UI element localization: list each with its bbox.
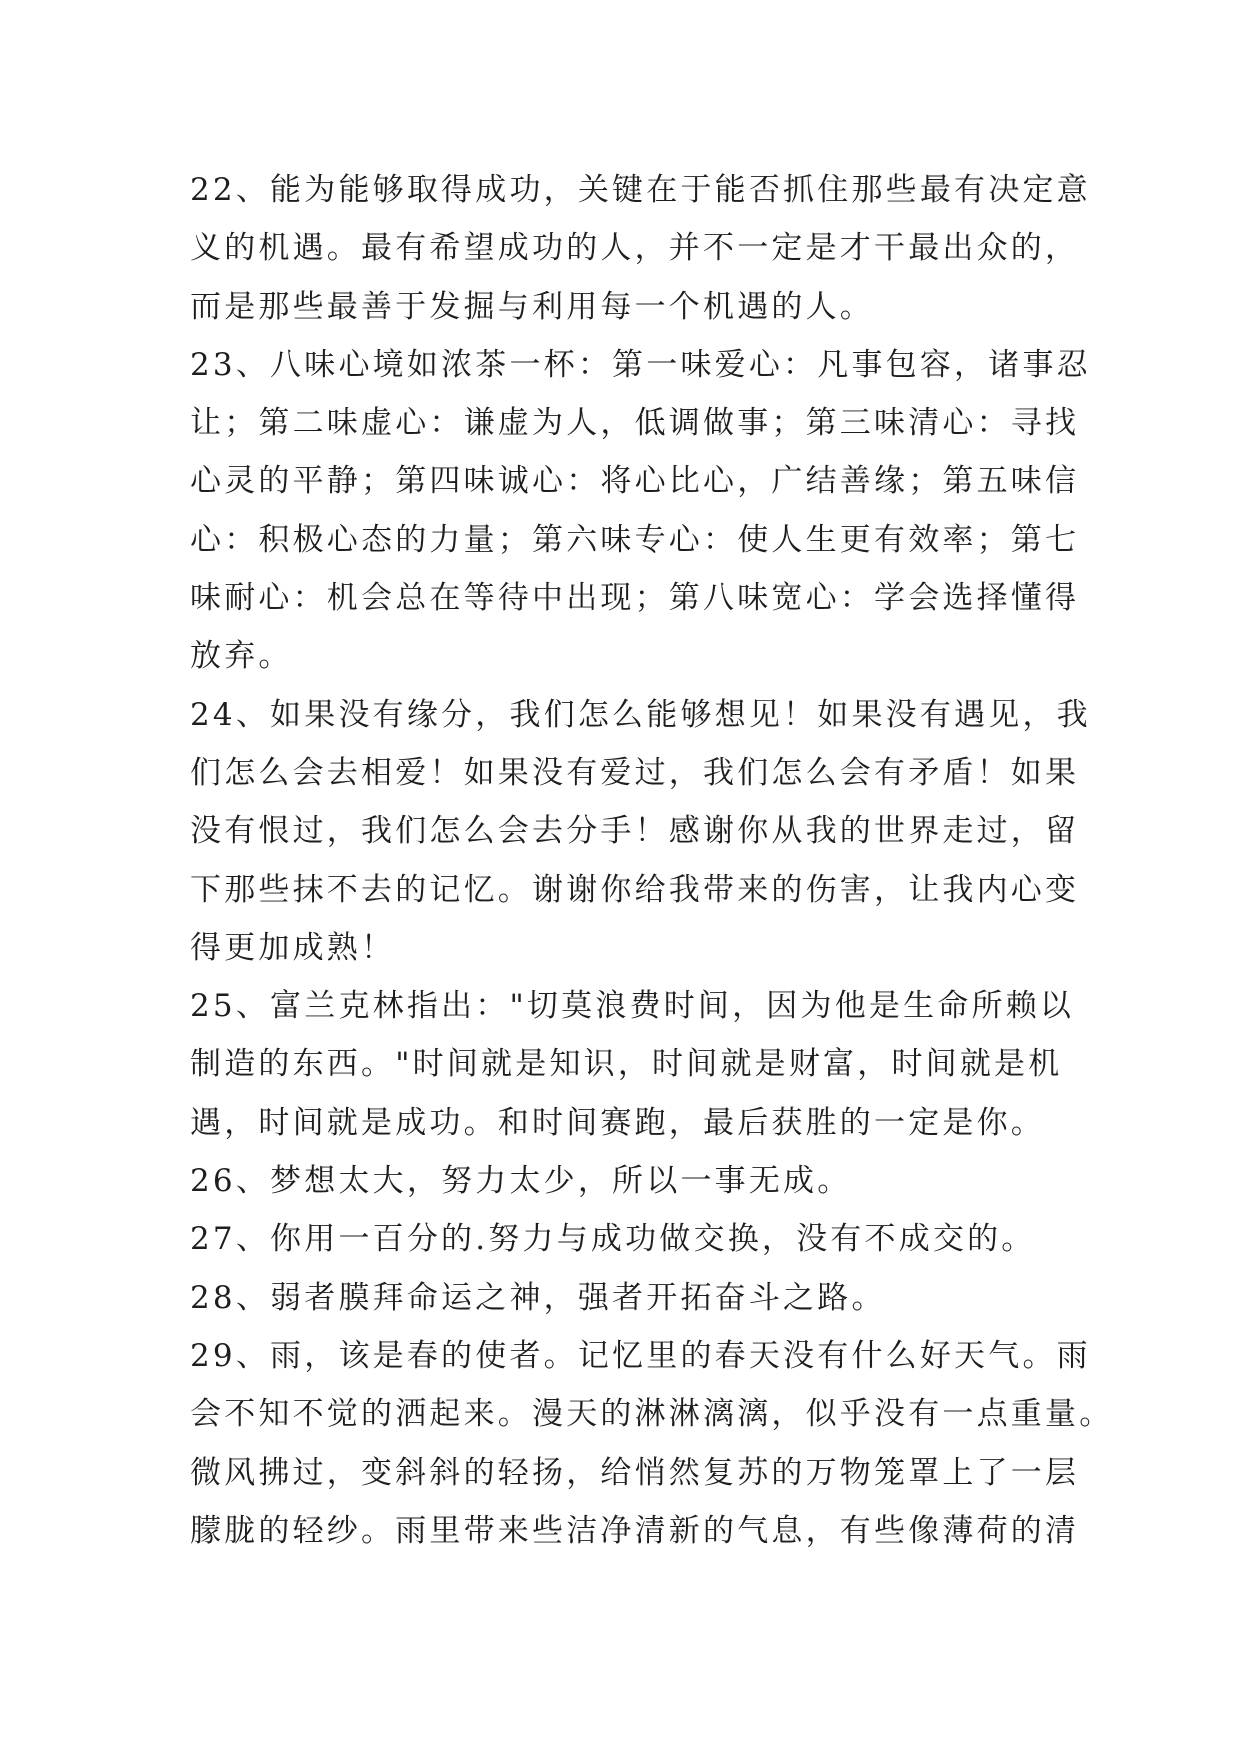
text-line: 22、能为能够取得成功，关键在于能否抓住那些最有决定意 [190, 172, 1091, 208]
text-line: 26、梦想太大，努力太少，所以一事无成。 [190, 1163, 852, 1200]
text-line: 得更加成熟！ [190, 929, 396, 966]
text-line: 25、富兰克林指出："切莫浪费时间，因为他是生命所赖以 [190, 988, 1075, 1025]
text-line: 微风拂过，变斜斜的轻扬，给悄然复苏的万物笼罩上了一层 [190, 1454, 1080, 1491]
text-line: 义的机遇。最有希望成功的人，并不一定是才干最出众的， [190, 230, 1080, 267]
text-line: 让；第二味虚心：谦虚为人，低调做事；第三味清心：寻找 [190, 405, 1080, 442]
text-line: 遇，时间就是成功。和时间赛跑，最后获胜的一定是你。 [190, 1104, 1045, 1141]
text-line: 29、雨，该是春的使者。记忆里的春天没有什么好天气。雨 [190, 1337, 1091, 1374]
text-line: 而是那些最善于发掘与利用每一个机遇的人。 [190, 288, 874, 325]
body-text [190, 161, 1114, 1560]
text-line: 23、八味心境如浓茶一杯：第一味爱心：凡事包容，诸事忍 [190, 346, 1091, 383]
text-line: 27、你用一百分的.努力与成功做交换，没有不成交的。 [190, 1221, 1036, 1258]
text-line: 心：积极心态的力量；第六味专心：使人生更有效率；第七 [190, 521, 1080, 558]
text-line: 朦胧的轻纱。雨里带来些洁净清新的气息，有些像薄荷的清 [190, 1512, 1080, 1549]
text-line: 下那些抹不去的记忆。谢谢你给我带来的伤害，让我内心变 [190, 871, 1080, 908]
text-line: 24、如果没有缘分，我们怎么能够想见！如果没有遇见，我 [190, 696, 1091, 733]
text-line: 制造的东西。"时间就是知识，时间就是财富，时间就是机 [190, 1046, 1063, 1083]
text-line: 心灵的平静；第四味诚心：将心比心，广结善缘；第五味信 [190, 463, 1080, 500]
text-line: 没有恨过，我们怎么会去分手！感谢你从我的世界走过，留 [190, 813, 1080, 850]
text-line: 们怎么会去相爱！如果没有爱过，我们怎么会有矛盾！如果 [190, 754, 1080, 791]
text-line: 味耐心：机会总在等待中出现；第八味宽心：学会选择懂得 [190, 580, 1080, 617]
text-line: 放弃。 [190, 638, 293, 675]
text-line: 28、弱者膜拜命运之神，强者开拓奋斗之路。 [190, 1279, 886, 1316]
text-line: 会不知不觉的洒起来。漫天的淋淋漓漓，似乎没有一点重量。 [190, 1396, 1114, 1433]
